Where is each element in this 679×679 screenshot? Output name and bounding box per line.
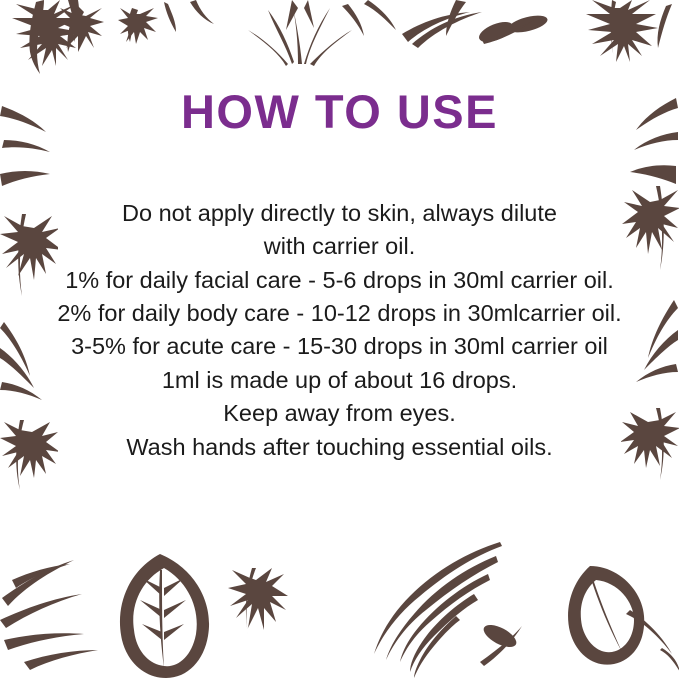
instruction-line: with carrier oil. xyxy=(263,233,416,260)
instruction-line: Do not apply directly to skin, always dilute xyxy=(122,200,557,226)
instruction-line: 1% for daily facial care - 5-6 drops in 30ml carrier oil. xyxy=(65,266,614,293)
instruction-line: Keep away from eyes. xyxy=(223,400,456,427)
page-title: HOW TO USE xyxy=(180,85,499,138)
instruction-list xyxy=(20,197,660,464)
instruction-line: 2% for daily body care - 10-12 drops in 30mlcarrier oil. xyxy=(57,300,622,327)
instruction-line: 3-5% for acute care - 15-30 drops in 30ml carrier oil xyxy=(71,333,608,360)
instruction-line: 1ml is made up of about 16 drops. xyxy=(161,366,518,393)
instruction-line: Wash hands after touching essential oils. xyxy=(126,433,553,460)
